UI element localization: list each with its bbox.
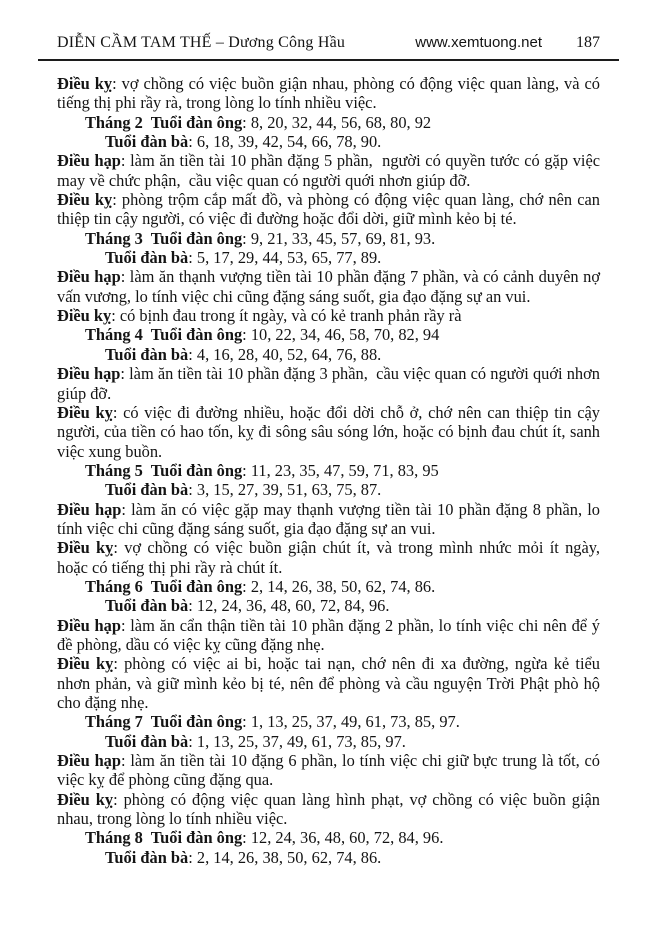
paragraph-text: : làm ăn tiền tài 10 phần đặng 3 phần, cầu việc quan có người quới nhơn giúp đỡ. xyxy=(57,364,600,403)
paragraph-text: : có bịnh đau trong ít ngày, và có kẻ tranh phản rầy rà xyxy=(111,306,462,326)
paragraph-label: Điều kỵ xyxy=(57,306,112,326)
paragraph-text: : 4, 16, 28, 40, 52, 64, 76, 88. xyxy=(188,344,382,364)
paragraph-label: Tuổi đàn bà xyxy=(105,248,189,268)
paragraph-text: : 11, 23, 35, 47, 59, 71, 83, 95 xyxy=(242,460,439,480)
ages-line xyxy=(57,132,600,151)
paragraph-label: Điều hạp xyxy=(57,751,121,771)
text-paragraph xyxy=(57,364,600,403)
text-paragraph xyxy=(57,190,600,229)
paragraph-text: : phòng trộm cắp mất đồ, và phòng có động việc quan làng, chớ nên can thiệp tin cậy người, có việc đi đường hoặc đổi dời, giữ mình kẻo bị té. xyxy=(57,190,600,229)
paragraph-text: : 3, 15, 27, 39, 51, 63, 75, 87. xyxy=(188,480,382,500)
paragraph-text: : làm ăn thạnh vượng tiền tài 10 phần đặng 7 phần, và có cảnh duyên nợ vấn vương, lo tính việc chi cũng đặng sáng suốt, gia đạo đặng sự an vui. xyxy=(57,267,600,306)
header-right xyxy=(415,34,600,52)
paragraph-text: : 12, 24, 36, 48, 60, 72, 84, 96. xyxy=(242,828,444,848)
header-divider xyxy=(38,59,619,61)
text-paragraph xyxy=(57,267,600,306)
ages-line xyxy=(57,229,600,248)
paragraph-label: Điều hạp xyxy=(57,151,121,171)
text-paragraph xyxy=(57,616,600,655)
text-paragraph xyxy=(57,151,600,190)
paragraph-text: : có việc đi đường nhiều, hoặc đổi dời chỗ ở, chớ nên can thiệp tin cậy người, của tiền có hao tốn, kỵ đi sông sâu sóng lớn, hoặc có bịnh đau chút ít, sanh việc xung buồn. xyxy=(57,402,600,461)
page-body xyxy=(57,74,600,867)
website-url: www.xemtuong.net xyxy=(415,34,542,51)
paragraph-label: Tuổi đàn bà xyxy=(105,596,189,616)
paragraph-text: : làm ăn tiền tài 10 đặng 6 phần, lo tính việc chi giữ bực trung là tốt, có việc kỵ để phòng cũng đặng qua. xyxy=(57,751,600,790)
page-header xyxy=(57,34,600,52)
paragraph-label: Tuổi đàn bà xyxy=(105,731,189,751)
ages-line xyxy=(57,480,600,499)
paragraph-text: : 8, 20, 32, 44, 56, 68, 80, 92 xyxy=(242,112,432,132)
ages-line xyxy=(57,345,600,364)
paragraph-text: : phòng có động việc quan làng hình phạt, vợ chồng có việc buồn giận nhau, trong lòng lo tính nhiều việc. xyxy=(57,789,600,829)
text-paragraph xyxy=(57,751,600,790)
text-paragraph xyxy=(57,403,600,461)
ages-line xyxy=(57,248,600,267)
paragraph-label: Tháng 2 Tuổi đàn ông xyxy=(85,112,243,132)
ages-line xyxy=(57,325,600,344)
book-title: DIỄN CẦM TAM THẾ – Dương Công Hầu xyxy=(57,34,346,51)
paragraph-label: Điều kỵ xyxy=(57,402,113,422)
paragraph-label: Điều hạp xyxy=(57,615,121,635)
text-paragraph xyxy=(57,654,600,712)
paragraph-label: Điều kỵ xyxy=(57,74,113,93)
paragraph-text: : làm ăn có việc gặp may thạnh vượng tiền tài 10 phần đặng 8 phần, lo tính việc chi cũng đặng sáng suốt, gia đạo đặng sự an vui. xyxy=(57,499,600,538)
text-paragraph xyxy=(57,538,600,577)
paragraph-label: Điều hạp xyxy=(57,267,121,287)
paragraph-text: : 9, 21, 33, 45, 57, 69, 81, 93. xyxy=(242,228,436,248)
paragraph-text: : 12, 24, 36, 48, 60, 72, 84, 96. xyxy=(188,596,390,616)
paragraph-label: Tuổi đàn bà xyxy=(105,480,189,500)
paragraph-label: Điều kỵ xyxy=(57,789,114,809)
paragraph-text: : 6, 18, 39, 42, 54, 66, 78, 90. xyxy=(188,132,382,152)
paragraph-text: : làm ăn tiền tài 10 phần đặng 5 phần, người có quyền tước có gặp việc may về chức phận, cầu việc quan có người quới nhơn giúp đỡ. xyxy=(57,151,601,190)
paragraph-text: : 1, 13, 25, 37, 49, 61, 73, 85, 97. xyxy=(188,731,406,751)
ages-line xyxy=(57,577,600,596)
paragraph-label: Tháng 6 Tuổi đàn ông xyxy=(85,576,243,596)
paragraph-text: : 2, 14, 26, 38, 50, 62, 74, 86. xyxy=(242,576,436,596)
paragraph-text: : làm ăn cẩn thận tiền tài 10 phần đặng 2 phần, lo tính việc chi nên để ý đề phòng, dầu có việc kỵ cũng đặng nhẹ. xyxy=(57,615,600,654)
paragraph-text: : vợ chồng có việc buồn giận nhau, phòng có động việc quan làng, và có tiếng thị phi rầy rà, trong lòng lo tính nhiều việc. xyxy=(57,74,601,113)
text-paragraph xyxy=(57,790,600,829)
ages-line xyxy=(57,828,600,847)
paragraph-label: Tuổi đàn bà xyxy=(105,132,189,152)
ages-line xyxy=(57,596,600,615)
paragraph-text: : vợ chồng có việc buồn giận chút ít, và trong mình nhức mỏi ít ngày, hoặc có tiếng thị phi rầy rà chút ít. xyxy=(57,538,600,577)
ages-line xyxy=(57,113,600,132)
text-paragraph xyxy=(57,306,600,325)
paragraph-label: Tháng 8 Tuổi đàn ông xyxy=(85,828,243,848)
paragraph-text: : 1, 13, 25, 37, 49, 61, 73, 85, 97. xyxy=(242,712,460,732)
paragraph-label: Tuổi đàn bà xyxy=(105,847,189,867)
paragraph-text: : 10, 22, 34, 46, 58, 70, 82, 94 xyxy=(242,325,440,345)
ages-line xyxy=(57,848,600,867)
paragraph-label: Tháng 3 Tuổi đàn ông xyxy=(85,228,243,248)
ages-line xyxy=(57,732,600,751)
paragraph-label: Tháng 7 Tuổi đàn ông xyxy=(85,712,243,732)
paragraph-label: Tháng 5 Tuổi đàn ông xyxy=(85,460,243,480)
paragraph-text: : 2, 14, 26, 38, 50, 62, 74, 86. xyxy=(188,847,382,867)
ages-line xyxy=(57,461,600,480)
paragraph-label: Tuổi đàn bà xyxy=(105,344,189,364)
ages-line xyxy=(57,712,600,731)
paragraph-label: Điều kỵ xyxy=(57,538,114,558)
page-number: 187 xyxy=(576,34,600,51)
paragraph-label: Điều hạp xyxy=(57,499,122,519)
text-paragraph xyxy=(57,74,600,113)
text-paragraph xyxy=(57,500,600,539)
paragraph-label: Điều hạp xyxy=(57,364,121,384)
paragraph-label: Điều kỵ xyxy=(57,654,114,674)
paragraph-label: Tháng 4 Tuổi đàn ông xyxy=(85,325,243,345)
paragraph-text: : 5, 17, 29, 44, 53, 65, 77, 89. xyxy=(188,248,382,268)
paragraph-text: : phòng có việc ai bi, hoặc tai nạn, chớ nên đi xa đường, ngừa kẻ tiểu nhơn phản, và giữ mình kẻo bị té, nên để phòng và cầu nguyện Trời Phật phò hộ cho đặng nhẹ. xyxy=(57,654,600,712)
paragraph-label: Điều kỵ xyxy=(57,190,113,210)
